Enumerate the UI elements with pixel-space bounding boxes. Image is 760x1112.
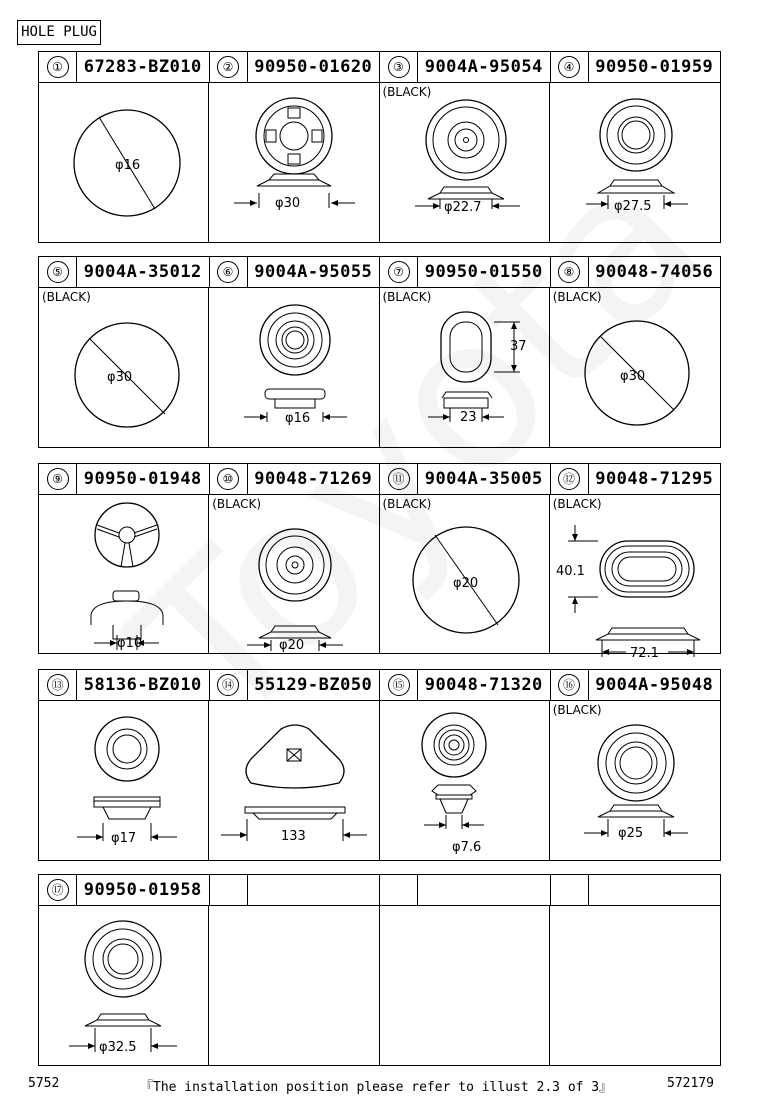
item-number: ① — [47, 56, 69, 78]
dimension-label: φ20 — [279, 638, 305, 653]
parts-table-1 — [38, 51, 721, 243]
footer-note: 『The installation position please refer to illust 2.3 of 3』 — [140, 1080, 613, 1095]
part-drawing-cell[interactable] — [380, 83, 550, 242]
dimension-label: φ25 — [617, 826, 643, 841]
item-number: ⑨ — [47, 468, 69, 490]
parts-table-2 — [38, 256, 721, 448]
part-number[interactable]: 90048-71295 — [595, 469, 714, 489]
part-number[interactable]: 90950-01620 — [254, 57, 373, 77]
plug-ring-diagram — [209, 495, 380, 653]
item-number: ⑬ — [47, 674, 69, 696]
color-note: (BLACK) — [382, 497, 432, 511]
item-number: ⑩ — [217, 468, 239, 490]
part-drawing-cell[interactable] — [380, 701, 550, 860]
footer-page-code: 5752 — [28, 1076, 60, 1091]
part-number[interactable]: 9004A-35005 — [424, 469, 543, 489]
part-number[interactable]: 90950-01948 — [83, 469, 202, 489]
plug-ring-diagram — [380, 701, 551, 860]
parts-table-5 — [38, 874, 721, 1066]
parts-table-3 — [38, 463, 721, 661]
dimension-label: φ22.7 — [443, 200, 482, 215]
dimension-label: φ10 — [117, 636, 143, 651]
item-number: ⑮ — [388, 674, 410, 696]
part-drawing-cell[interactable] — [380, 288, 550, 447]
item-number: ⑧ — [558, 261, 580, 283]
plug-star-diagram — [209, 83, 380, 242]
part-number[interactable]: 90048-71269 — [254, 469, 373, 489]
plug-circle-diagram — [39, 83, 209, 242]
color-note: (BLACK) — [552, 497, 602, 511]
dimension-label: 40.1 — [555, 564, 585, 579]
item-number: ④ — [558, 56, 580, 78]
part-number[interactable]: 67283-BZ010 — [83, 57, 202, 77]
plug-ring-diagram — [380, 83, 551, 242]
parts-table-4 — [38, 669, 721, 861]
dimension-label: φ32.5 — [99, 1040, 137, 1055]
item-number: ⑭ — [217, 674, 239, 696]
plug-circle-diagram — [550, 288, 720, 447]
page-title: HOLE PLUG — [17, 20, 101, 45]
plug-ring-diagram — [550, 83, 720, 242]
part-drawing-cell[interactable] — [209, 83, 379, 242]
dimension-label: φ30 — [619, 369, 645, 384]
dimension-label: φ30 — [107, 370, 133, 385]
dimension-label: φ16 — [285, 411, 311, 426]
plug-ring-diagram — [550, 701, 720, 860]
dimension-label: 133 — [281, 829, 307, 844]
item-number: ⑫ — [558, 468, 580, 490]
item-number: ③ — [388, 56, 410, 78]
part-number[interactable]: 90950-01550 — [424, 262, 543, 282]
color-note: (BLACK) — [382, 85, 432, 99]
color-note: (BLACK) — [552, 290, 602, 304]
plug-ring-diagram — [39, 701, 209, 860]
dimension-label: 72.1 — [629, 646, 659, 661]
color-note: (BLACK) — [212, 497, 262, 511]
part-drawing-cell[interactable] — [209, 288, 379, 447]
plug-triangle-diagram — [209, 701, 380, 860]
dimension-label: φ16 — [115, 158, 141, 173]
part-number[interactable]: 90950-01958 — [83, 880, 202, 900]
part-number[interactable]: 55129-BZ050 — [254, 675, 373, 695]
item-number: ⑦ — [388, 261, 410, 283]
part-number[interactable]: 58136-BZ010 — [83, 675, 202, 695]
footer-illust-number: 572179 — [667, 1076, 714, 1091]
part-number[interactable]: 9004A-95054 — [424, 57, 543, 77]
part-drawing-cell[interactable] — [550, 288, 720, 447]
part-drawing-cell[interactable] — [209, 495, 379, 653]
plug-circle-diagram — [39, 288, 209, 447]
part-drawing-cell[interactable] — [209, 701, 379, 860]
color-note: (BLACK) — [552, 703, 602, 717]
item-number: ⑪ — [388, 468, 410, 490]
plug-ring-diagram — [39, 906, 209, 1065]
part-number[interactable]: 9004A-35012 — [83, 262, 202, 282]
empty-cell — [209, 906, 379, 1065]
dimension-label: φ17 — [111, 831, 137, 846]
part-number[interactable]: 9004A-95048 — [595, 675, 714, 695]
empty-cell — [550, 906, 720, 1065]
dimension-label: φ20 — [452, 576, 478, 591]
part-drawing-cell[interactable] — [550, 495, 720, 661]
part-number[interactable]: 90048-71320 — [424, 675, 543, 695]
part-drawing-cell[interactable] — [39, 701, 209, 860]
item-number: ② — [217, 56, 239, 78]
part-drawing-cell[interactable] — [39, 495, 209, 653]
part-drawing-cell[interactable] — [550, 83, 720, 242]
part-drawing-cell[interactable] — [39, 83, 209, 242]
plug-circle-diagram — [380, 495, 551, 653]
plug-oval-diagram — [380, 288, 551, 447]
part-number[interactable]: 9004A-95055 — [254, 262, 373, 282]
empty-cell — [380, 906, 550, 1065]
part-drawing-cell[interactable] — [550, 701, 720, 860]
part-number[interactable]: 90950-01959 — [595, 57, 714, 77]
part-drawing-cell[interactable] — [39, 906, 209, 1065]
item-number: ⑰ — [47, 879, 69, 901]
dimension-label: 23 — [459, 410, 477, 425]
item-number: ⑯ — [558, 674, 580, 696]
color-note: (BLACK) — [382, 290, 432, 304]
part-number[interactable]: 90048-74056 — [595, 262, 714, 282]
part-drawing-cell[interactable] — [39, 288, 209, 447]
dimension-label: φ30 — [275, 196, 301, 211]
dimension-label: φ27.5 — [613, 199, 652, 214]
plug-split-diagram — [39, 495, 209, 653]
part-drawing-cell[interactable] — [380, 495, 550, 653]
dimension-label: φ7.6 — [451, 840, 481, 855]
item-number: ⑤ — [47, 261, 69, 283]
dimension-label: 37 — [509, 339, 527, 354]
item-number: ⑥ — [217, 261, 239, 283]
color-note: (BLACK) — [42, 290, 91, 304]
plug-ring-diagram — [209, 288, 380, 447]
plug-oblong-diagram — [550, 495, 720, 661]
